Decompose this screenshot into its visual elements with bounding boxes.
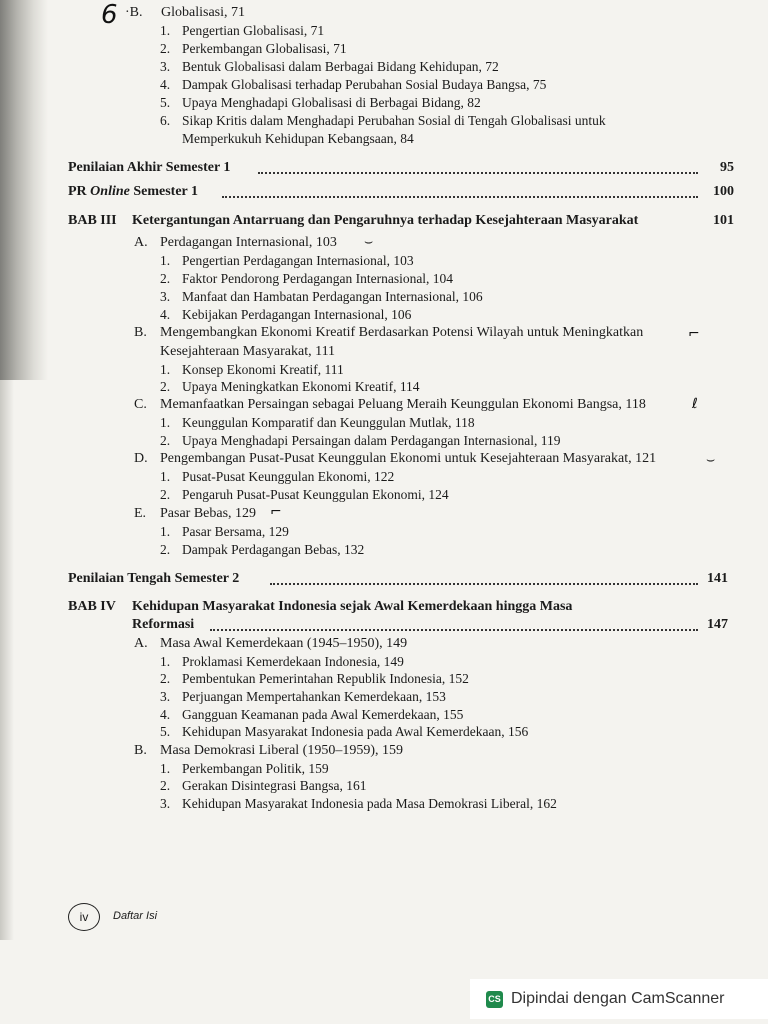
toc-item: 4. Gangguan Keamanan pada Awal Kemerdekaan, 155 — [160, 707, 464, 722]
toc-section-title: Memanfaatkan Persaingan sebagai Peluang Meraih Keunggulan Ekonomi Bangsa, 118 — [160, 397, 646, 412]
toc-section-letter: C. — [134, 397, 147, 412]
toc-section-letter: B. — [134, 743, 147, 758]
dot-leader — [270, 583, 698, 585]
toc-item: 3. Kehidupan Masyarakat Indonesia pada Masa Demokrasi Liberal, 162 — [160, 796, 557, 811]
handwritten-tick-mark: ℓ — [692, 396, 698, 412]
toc-item: 4. Kebijakan Perdagangan Internasional, 106 — [160, 307, 412, 322]
toc-item: 3. Manfaat dan Hambatan Perdagangan Internasional, 106 — [160, 289, 483, 304]
toc-section-letter: B. — [134, 325, 147, 340]
toc-entry-pts2-page: 141 — [707, 571, 728, 586]
toc-section-letter: E. — [134, 506, 147, 521]
toc-section-title: Pasar Bebas, 129 — [160, 506, 257, 521]
toc-section-title: Masa Awal Kemerdekaan (1945–1950), 149 — [160, 636, 408, 651]
toc-item: 2. Dampak Perdagangan Bebas, 132 — [160, 542, 365, 557]
toc-item: 2. Gerakan Disintegrasi Bangsa, 161 — [160, 778, 367, 793]
toc-section-title: Perdagangan Internasional, 103 — [160, 235, 337, 250]
toc-section-b-globalisasi: ·B. Globalisasi, 71 — [125, 5, 245, 20]
toc-entry-pr-online: PR Online Semester 1 — [68, 184, 199, 199]
toc-section-title: Mengembangkan Ekonomi Kreatif Berdasarkan Potensi Wilayah untuk Meningkatkan — [160, 325, 644, 340]
chapter-title: Kehidupan Masyarakat Indonesia sejak Awal Kemerdekaan hingga Masa — [132, 599, 573, 614]
book-spine-shadow — [0, 0, 48, 380]
toc-item: 6. Sikap Kritis dalam Menghadapi Perubahan Sosial di Tengah Globalisasi untuk — [160, 113, 606, 128]
chapter-title-continued: Reformasi — [132, 617, 195, 632]
toc-item: 1. Pasar Bersama, 129 — [160, 524, 289, 539]
toc-section-letter: D. — [134, 451, 148, 466]
toc-section-letter: A. — [134, 235, 148, 250]
handwritten-tick-mark: ⌣ — [706, 452, 716, 468]
dot-leader — [210, 629, 698, 631]
toc-section-title: Pengembangan Pusat-Pusat Keunggulan Ekonomi untuk Kesejahteraan Masyarakat, 121 — [160, 451, 657, 466]
toc-item: 2. Pengaruh Pusat-Pusat Keunggulan Ekonomi, 124 — [160, 487, 449, 502]
toc-item: 1. Keunggulan Komparatif dan Keunggulan Mutlak, 118 — [160, 415, 475, 430]
scanner-watermark — [470, 979, 768, 1019]
toc-item: 1. Pusat-Pusat Keunggulan Ekonomi, 122 — [160, 469, 395, 484]
toc-item: 2. Upaya Meningkatkan Ekonomi Kreatif, 114 — [160, 379, 420, 394]
toc-item-continued: Memperkukuh Kehidupan Kebangsaan, 84 — [182, 131, 414, 146]
toc-item: 1. Konsep Ekonomi Kreatif, 111 — [160, 362, 344, 377]
toc-item: 2. Perkembangan Globalisasi, 71 — [160, 41, 347, 56]
book-edge-shadow — [0, 380, 14, 940]
toc-item: 5. Upaya Menghadapi Globalisasi di Berbagai Bidang, 82 — [160, 95, 481, 110]
toc-item: 4. Dampak Globalisasi terhadap Perubahan Sosial Budaya Bangsa, 75 — [160, 77, 547, 92]
handwritten-tick-mark: ⌣ — [364, 234, 374, 250]
toc-entry-pas1-label: Penilaian Akhir Semester 1 — [68, 160, 231, 175]
toc-section-title-continued: Kesejahteraan Masyarakat, 111 — [160, 344, 336, 359]
toc-entry-pr-online-page: 100 — [713, 184, 734, 199]
toc-item: 1. Pengertian Globalisasi, 71 — [160, 23, 325, 38]
page-number-badge: iv — [68, 903, 100, 931]
handwritten-tick-mark: ⌐ — [270, 504, 282, 520]
toc-section-title: Masa Demokrasi Liberal (1950–1959), 159 — [160, 743, 403, 758]
handwritten-tick-mark: ⌐ — [688, 326, 700, 342]
toc-item: 3. Bentuk Globalisasi dalam Berbagai Bidang Kehidupan, 72 — [160, 59, 499, 74]
toc-section-letter: A. — [134, 636, 148, 651]
dot-leader — [222, 196, 698, 198]
camscanner-icon: CS — [486, 991, 503, 1008]
toc-item: 1. Pengertian Perdagangan Internasional, 103 — [160, 253, 414, 268]
dot-leader — [258, 172, 698, 174]
toc-item: 1. Perkembangan Politik, 159 — [160, 761, 329, 776]
toc-entry-pas1-page: 95 — [720, 160, 734, 175]
toc-item: 3. Perjuangan Mempertahankan Kemerdekaan, 153 — [160, 689, 446, 704]
footer-label: Daftar Isi — [113, 910, 158, 922]
chapter-title: Ketergantungan Antarruang dan Pengaruhnya terhadap Kesejahteraan Masyarakat — [132, 213, 639, 228]
chapter-page: 101 — [713, 213, 734, 228]
toc-item: 2. Pembentukan Pemerintahan Republik Indonesia, 152 — [160, 671, 469, 686]
toc-entry-pts2-label: Penilaian Tengah Semester 2 — [68, 571, 240, 586]
handwritten-number: 6 — [101, 0, 118, 30]
chapter-label: BAB III — [68, 213, 117, 228]
scanner-text: Dipindai dengan CamScanner — [511, 990, 725, 1007]
chapter-label: BAB IV — [68, 599, 116, 614]
toc-item: 2. Upaya Menghadapi Persaingan dalam Perdagangan Internasional, 119 — [160, 433, 561, 448]
toc-item: 1. Proklamasi Kemerdekaan Indonesia, 149 — [160, 654, 404, 669]
toc-item: 2. Faktor Pendorong Perdagangan Internasional, 104 — [160, 271, 454, 286]
toc-item: 5. Kehidupan Masyarakat Indonesia pada Awal Kemerdekaan, 156 — [160, 724, 529, 739]
chapter-page: 147 — [707, 617, 728, 632]
